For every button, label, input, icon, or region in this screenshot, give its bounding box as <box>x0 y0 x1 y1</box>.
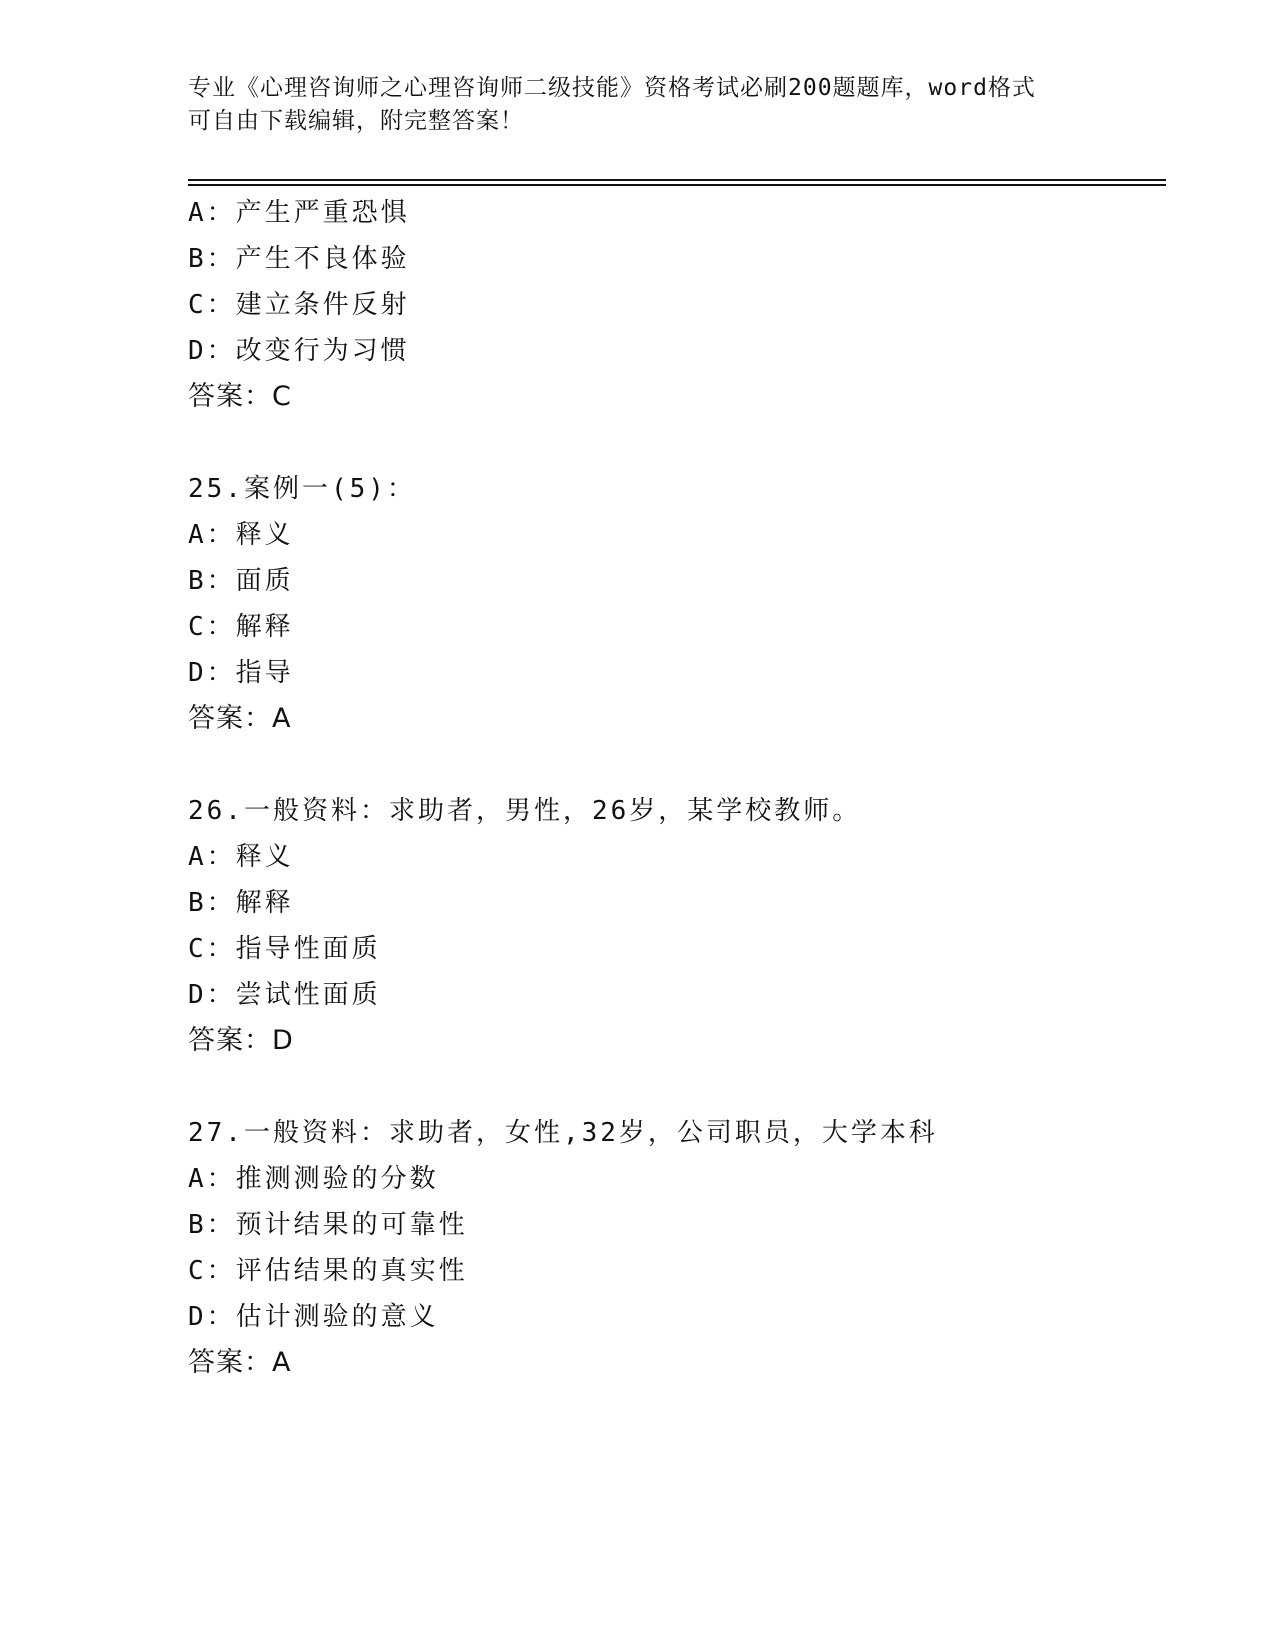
answer: 答案：A <box>188 703 292 734</box>
question-27 <box>188 1110 1168 1386</box>
option-a: A：推测测验的分数 <box>188 1164 439 1194</box>
question-stem: 27.一般资料：求助者，女性,32岁，公司职员，大学本科 <box>188 1118 938 1148</box>
question-stem: 25.案例一(5)： <box>188 474 416 504</box>
option-b: B：预计结果的可靠性 <box>188 1210 468 1240</box>
option-b: B：产生不良体验 <box>188 244 410 274</box>
header-divider-bottom <box>188 184 1166 186</box>
option-d: D：估计测验的意义 <box>188 1302 439 1332</box>
answer: 答案：C <box>188 381 292 412</box>
option-c: C：评估结果的真实性 <box>188 1256 468 1286</box>
answer: 答案：D <box>188 1025 294 1056</box>
option-b: B：面质 <box>188 566 294 596</box>
option-d: D：尝试性面质 <box>188 980 381 1010</box>
spacer <box>188 1064 1168 1110</box>
answer: 答案：A <box>188 1347 292 1378</box>
question-25 <box>188 466 1168 742</box>
option-a: A：释义 <box>188 520 294 550</box>
spacer <box>188 420 1168 466</box>
question-stem: 26.一般资料：求助者，男性，26岁，某学校教师。 <box>188 796 862 826</box>
option-a: A：释义 <box>188 842 294 872</box>
option-c: C：建立条件反射 <box>188 290 410 320</box>
question-24 <box>188 190 1168 420</box>
question-26 <box>188 788 1168 1064</box>
header-line-1: 专业《心理咨询师之心理咨询师二级技能》资格考试必刷200题题库，word格式 <box>188 75 1036 101</box>
header-divider-top <box>188 179 1166 181</box>
spacer <box>188 742 1168 788</box>
option-b: B：解释 <box>188 888 294 918</box>
option-d: D：指导 <box>188 658 294 688</box>
option-c: C：解释 <box>188 612 294 642</box>
header-line-2: 可自由下载编辑，附完整答案！ <box>188 108 524 134</box>
option-c: C：指导性面质 <box>188 934 381 964</box>
option-a: A：产生严重恐惧 <box>188 198 410 228</box>
document-header <box>188 72 1088 138</box>
question-list <box>188 190 1168 1386</box>
option-d: D：改变行为习惯 <box>188 336 410 366</box>
